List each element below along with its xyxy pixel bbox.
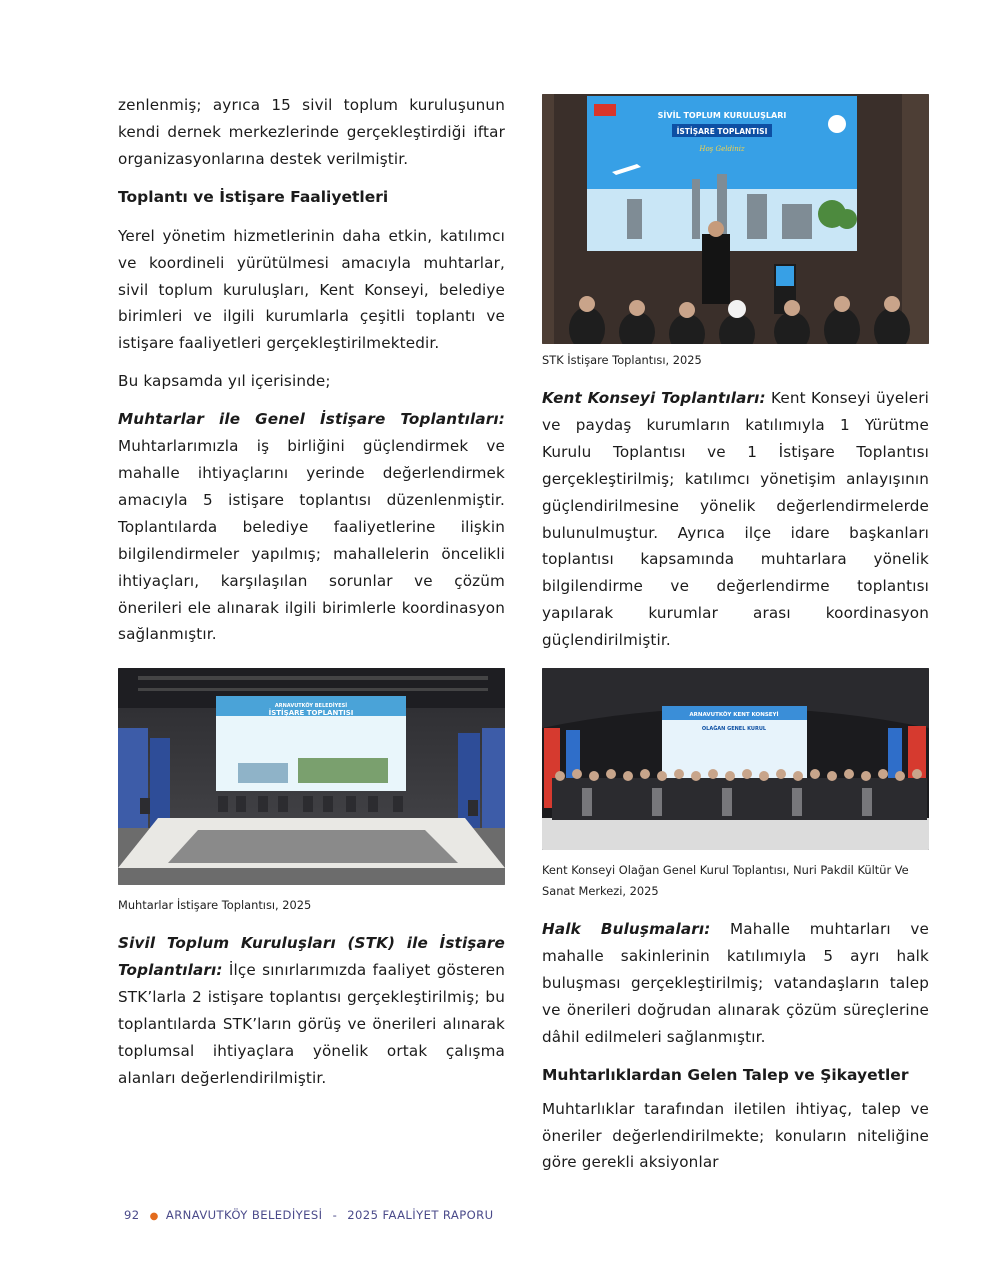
left-column [118,92,505,1103]
requests-heading: Muhtarlıklardan Gelen Talep ve Şikayetler [542,1065,909,1084]
bullet-dot-icon: ● [149,1211,159,1222]
kent-lead: Kent Konseyi Toplantıları: [542,389,766,407]
stk-paragraph [118,930,505,1091]
kent-konseyi-photo [542,668,929,850]
stk-screen-line3: Hoş Geldiniz [699,145,745,153]
muhtar-lead: Muhtarlar ile Genel İstişare Toplantıları: [118,410,505,429]
halk-paragraph [542,916,929,1051]
scope-paragraph: Bu kapsamda yıl içerisinde; [118,372,331,391]
meetings-paragraph: Yerel yönetim hizmetlerinin daha etkin, katılımcı ve koordineli yürütülmesi amacıyla muhtarlar, sivil toplum kuruluşları, Kent Konseyi, belediye birimleri ve ilgili kurumlarla çeşitli toplantı ve istişare faaliyetleri gerçekleştirilmektedir. [118,226,505,353]
stk-meeting-photo [542,94,929,344]
footer-separator: - [332,1208,338,1222]
kent-text: Kent Konseyi üyeleri ve paydaş kurumların katılımıyla 1 Yürütme Kurulu Toplantısı ve 1 İstişare Toplantısı gerçekleştirilmiş; katılımcı yönetişim anlayışının güçlendirilmesine yönelik değerlendirmelerde bulunulmuştur. Ayrıca ilçe idare başkanları toplantısı kapsamında muhtarlara yönelik bilgilendirme ve değerlendirme toplantısı yapılarak kurumlar arası koordinasyon güçlendirilmiştir. [542,389,929,650]
halk-lead: Halk Buluşmaları: [542,920,711,939]
meetings-heading: Toplantı ve İstişare Faaliyetleri [118,187,389,206]
kent-paragraph [542,385,929,654]
stk-lead: Sivil Toplum Kuruluşları (STK) ile İstişare Toplantıları: [118,934,505,980]
footer-report-title: 2025 FAALİYET RAPORU [347,1208,494,1222]
muhtar-meeting-photo [118,668,505,885]
page-number: 92 [124,1208,140,1222]
kent-photo-caption: Kent Konseyi Olağan Genel Kurul Toplantısı, Nuri Pakdil Kültür Ve Sanat Merkezi, 2025 [542,863,909,899]
right-column [542,94,929,1187]
halk-text: Mahalle muhtarları ve mahalle sakinlerinin katılımıyla 5 ayrı halk buluşması gerçekleştirilmiş; vatandaşların talep ve önerileri doğrudan alınarak çözüm süreçlerine dâhil edilmeleri sağlanmıştır. [542,920,929,1046]
muhtar-screen-line2: İSTİŞARE TOPLANTISI [268,709,354,718]
muhtar-text: Muhtarlarımızla iş birliğini güçlendirmek ve mahalle ihtiyaçlarını yerinde değerlendirmek amacıyla 5 istişare toplantısı düzenlenmiştir. Toplantılarda belediye faaliyetlerine ilişkin bilgilendirmeler yapılmış; mahallelerin öncelikli ihtiyaçları, karşılaşılan sorunlar ve çözüm önerileri ele alınarak ilgili birimlerle koordinasyon sağlanmıştır. [118,437,505,644]
stk-photo-caption: STK İstişare Toplantısı, 2025 [542,353,702,367]
muhtar-screen-line1: ARNAVUTKÖY BELEDİYESİ [274,703,348,710]
stk-text: İlçe sınırlarımızda faaliyet gösteren STK’larla 2 istişare toplantısı gerçekleştirilmiş; bu toplantılarda STK’ların görüş ve önerileri alınarak toplumsal ihtiyaçlara yönelik ortak çalışma alanları değerlendirilmiştir. [118,961,505,1087]
muhtar-paragraph [118,406,505,648]
stk-screen-line2: İSTİŞARE TOPLANTISI [676,127,768,136]
kent-screen-line2: OLAĞAN GENEL KURUL [701,726,767,733]
requests-paragraph: Muhtarlıklar tarafından iletilen ihtiyaç, talep ve öneriler değerlendirilmekte; konuların niteliğine göre gerekli aksiyonlar [542,1099,929,1172]
muhtar-photo-caption: Muhtarlar İstişare Toplantısı, 2025 [118,898,312,913]
stk-screen-line1: SİVİL TOPLUM KURULUŞLARI [657,111,787,120]
page-footer [124,1208,493,1222]
kent-screen-line1: ARNAVUTKÖY KENT KONSEYİ [689,712,779,719]
footer-organization: ARNAVUTKÖY BELEDİYESİ [165,1208,323,1222]
intro-paragraph: zenlenmiş; ayrıca 15 sivil toplum kuruluşunun kendi dernek merkezlerinde gerçekleştirdiği iftar organizasyonlarına destek verilmiştir. [118,96,505,168]
